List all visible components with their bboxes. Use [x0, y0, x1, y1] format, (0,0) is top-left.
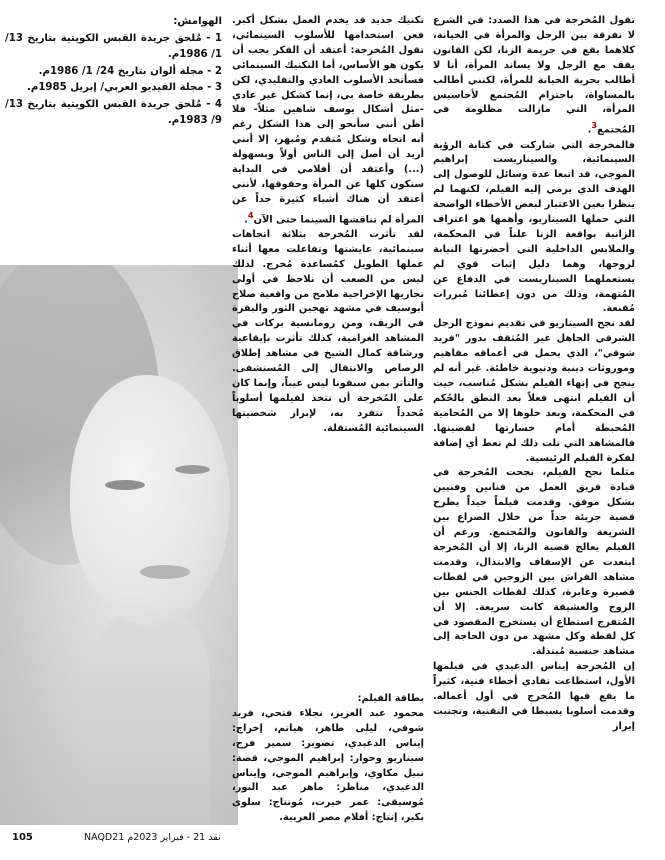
issue-label: نقد 21 - فبراير 2023م NAQD21: [84, 832, 221, 843]
film-card-title: بطاقة الفيلم:: [357, 693, 424, 704]
footnote-item: 3 - مجلة الفيديو العربي/ إبريل 1985م.: [26, 82, 222, 93]
page-number: 105: [12, 832, 33, 843]
portrait-lips: [140, 565, 190, 579]
paragraph: إن المُخرجة إيناس الدغيدي في فيلمها الأول، استطاعت تفادي أخطاء فنية، كثيراً ما يقع فيها المُخرج في أول أعماله. وقدمت أسلوبا بسيطا في التقنية، وتجنبت إبراز: [433, 661, 635, 732]
footnote-marker: 4: [247, 209, 254, 220]
footnotes-column: [5, 14, 222, 130]
portrait-face: [70, 375, 230, 625]
paragraph: لقد نجح السيناريو في تقديم نموذج الرجل الشرقي الجاهل غير المُثقف بدور "فريد شوقي"، الذي يحمل في أعماقه مفاهيم وموروثات دينية ودنيوية خاطئة. غير أنه لم ينجح في إنهاء الفيلم بشكل مُناسب، حيث أن الفيلم انتهى فعلاً بعد النطق بالحُكم في المحكمة، وبعد خلوها إلا من المُحامية المُحبطة أمام خسارتها لقضيتها. فالمشاهد التي تلت ذلك لم تعط أي إضافة لفكرة الفيلم الرئيسية.: [433, 318, 635, 464]
portrait-neck: [90, 615, 210, 825]
footnotes-heading: الهوامش:: [173, 16, 222, 27]
paragraph: لقد تأثرت المُخرجة بثلاثة اتجاهات سينمائية، عايشتها وتفاعلت معها أثناء عملها الطويل كمُساعدة مُخرج. لذلك ليس من الصعب أن نلاحظ في أولى تجاربها الإخراجية ملامح من واقعية صلاح أبوسيف في مشهد تهجين الثور والبقرة في الريف، ومن رومانسية بركات في المشاهد الغرامية، كذلك تأثرت بإيقاعية ورشاقة كمال الشيخ في مشاهد إطلاق الرصاص والانتقال إلى المُستشفى. والتأثر بمن سبقونا ليس عيباً، وإنما كان على المُخرجة أن تتخذ لفيلمها أسلوباً مُحدداً تتفرد به، لإبراز شخصيتها السينمائية المُستقلة.: [232, 228, 424, 434]
footnote-marker: 3: [591, 120, 598, 131]
footnote-item: 1 - مُلحق جريدة القبس الكويتية بتاريخ 13/ 1/ 1986م.: [5, 32, 222, 60]
film-card-text: محمود عبد العزيز، نجلاء فتحي، فريد شوقي، ليلى طاهر، هياتم، إخراج: إيناس الدغيدي، تصوير: سمير فرج، سيناريو وحوار: إبراهيم الموجي، قصة: نبيل مكاوي، وإبراهيم الموجي، وإيناس الدغيدي، مناظر: ماهر عبد النور، مُوسيقى: عمر خيرت، مُونتاج: سلوى بكير، إنتاج: أفلام مصر العربية.: [232, 707, 424, 824]
middle-text-column: [232, 14, 424, 437]
film-card: [232, 692, 424, 826]
paragraph: تقول المُخرجة في هذا الصدد: في الشرع لا تفرقة بين الرجل والمرأة في الخيانة، كلاهما يقع في جريمة الزنا، لكن القانون يقف مع الرجل ولا يساند المرأة، أنا لا أطالب بحرية الخيانة للمرأة، لكنني أطالب بالمساواة، باحترام المُجتمع لأحاسيس المرأة، التي مازالت مظلومة في المُجتمع$^3$.: [433, 15, 635, 136]
portrait-eye: [175, 465, 210, 474]
portrait-eye: [105, 480, 145, 490]
paragraph: فالمخرجة التي شاركت في كتابة الرؤية السينمائية، والسيناريست إبراهيم الموجي، قد اتبعا عدة وسائل للوصول إلى الهدف الذي يرمي إليه الفيلم، لكنهما لم ينظرا بعين الاعتبار لبعض الأخطاء الواضحة التي حملها السيناريو، وأهمها هو اعتراف الزانية بواقعة الزنا علناً في المحكمة، والملابس الداخلية التي أحضرتها النيابة لزوجها، وهما دليل إثبات قوي لم يستعملهما السيناريست في الدفاع عن المُتهمة، وذلك من دون إعطائنا مُبررات مُقنعة.: [433, 139, 635, 315]
paragraph: تكنيك جديد قد يخدم العمل بشكل أكبر. فعن استخدامها للأسلوب السينمائي، تقول المُخرجة: أعتقد أن الفكر يجب أن يكون هو الأساس، أما التكنيك السينمائي فسأتخذ الأسلوب العادي والتقليدي، لكن بطريقة خاصة بي، إنما كشكل غير عادي -مثل أشكال يوسف شاهين مثلاً- فلا أظن أنني سأنحو إلى هذا الشكل رغم أنه اتجاه وشكل مُتقدم ومُبهر، إلا أنني أريد أن أصل إلى الناس أولاً وبسهولة (...) وأعتقد أن أفلامي في البداية ستكون كلها عن المرأة وحقوقها، لأنني أعتقد أن هناك أشياء كثيرة جداً عن المرأة لم تناقشها السينما حتى الآن$^4$.: [232, 15, 424, 226]
footnote-item: 4 - مُلحق جريدة القبس الكويتية بتاريخ 13/ 9/ 1983م.: [5, 98, 222, 126]
footnote-item: 2 - مجلة ألوان بتاريخ 24/ 1/ 1986م.: [38, 65, 222, 77]
woman-portrait-photo: [0, 265, 238, 825]
paragraph: مثلما نجح الفيلم، نجحت المُخرجة في قيادة فريق العمل من فنانين وفنيين بشكل موفق. وقدمت فيلماً جيداً يطرح قضية جريئة جداً من خلال الصراع بين الشريعة والقانون والمُجتمع. ورغم أن الفيلم يعالج قضية الزنا، إلا أن المُخرجة ابتعدت عن الإسفاف والابتذال، وقدمت مشاهد الفراش بين الزوجين في لقطات قصيرة وعابرة، كذلك لقطات الجنس بين الزوج والعشيقة كانت سريعة. إلا أن المُتفرج استطاع أن يستخرج المقصود في كل لقطة وكل مشهد من دون الحاجة إلى مشاهد جنسية مُبتذلة.: [433, 467, 635, 658]
right-text-column: [433, 14, 635, 735]
